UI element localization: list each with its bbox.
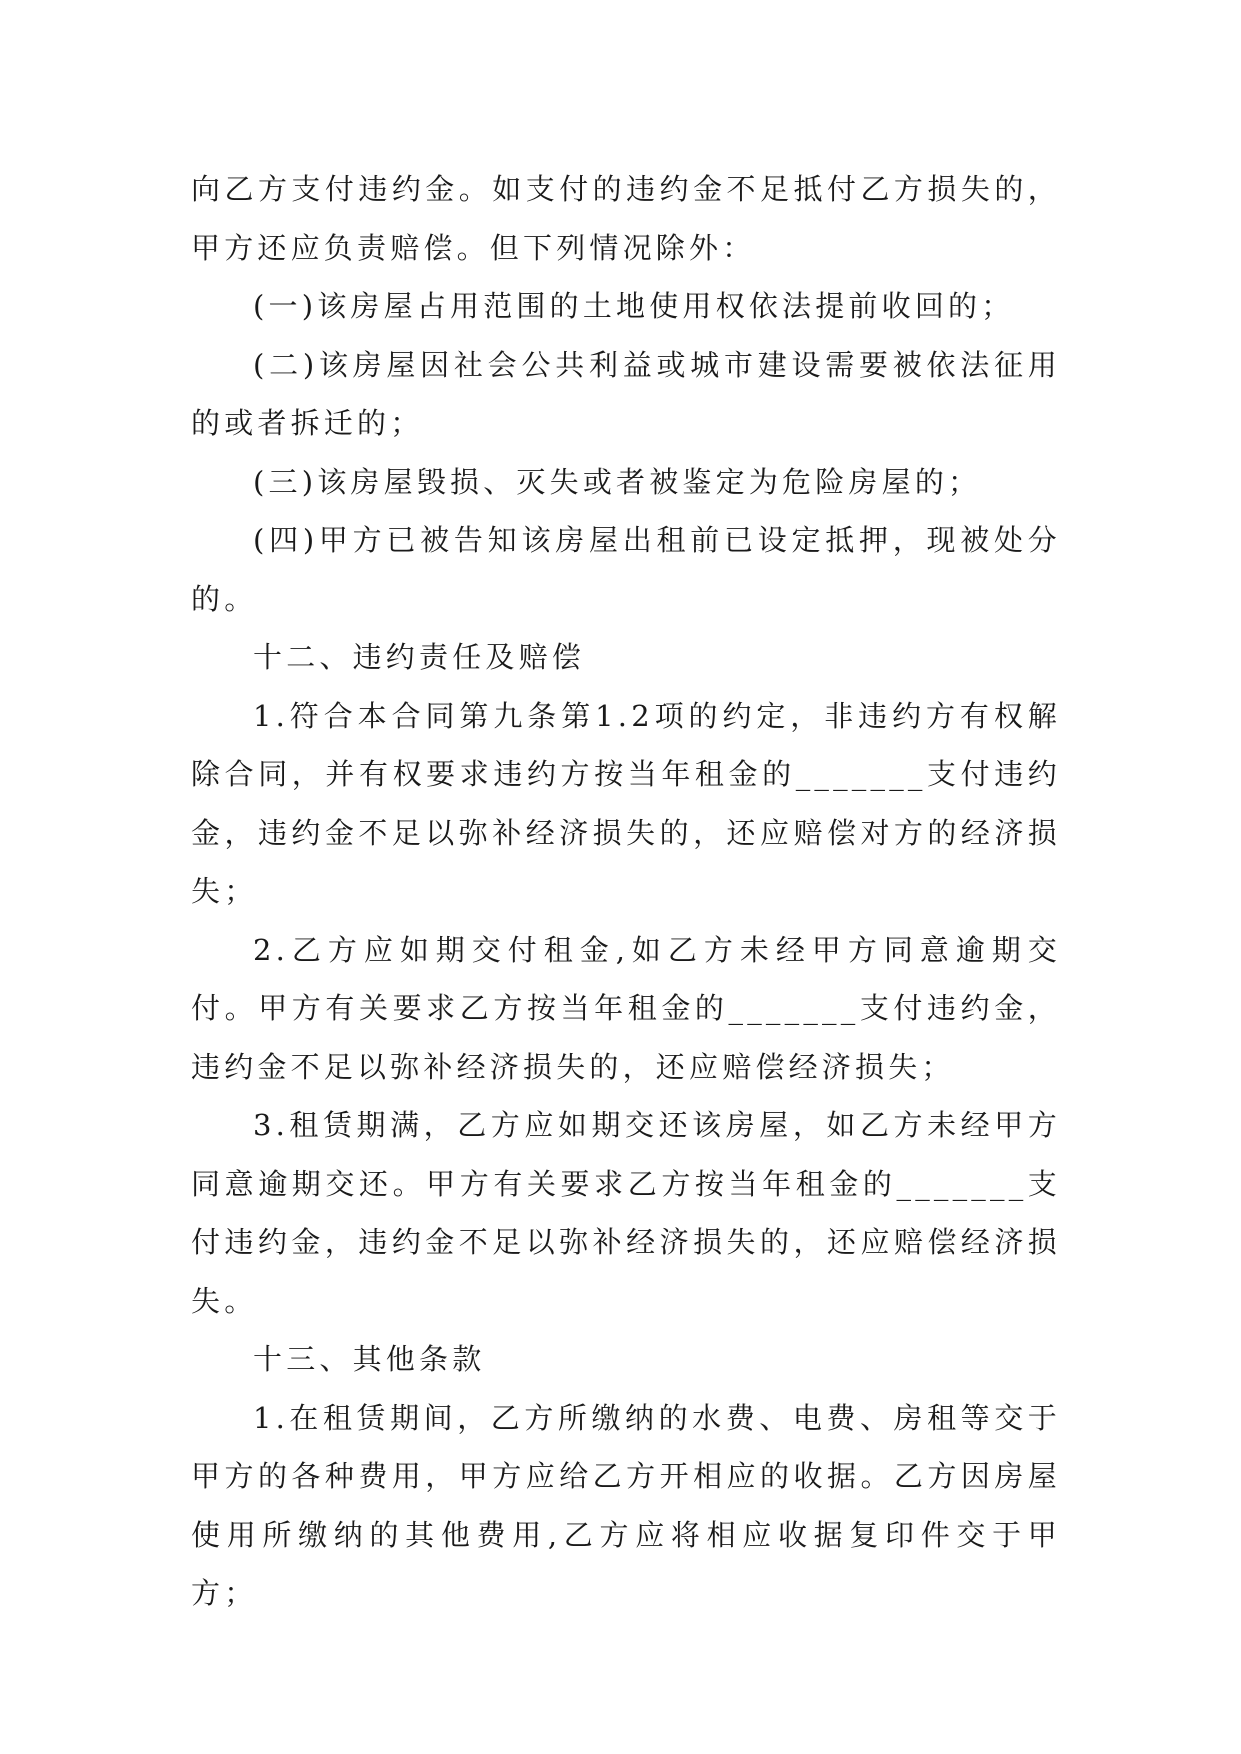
clause-12-2: 2.乙方应如期交付租金,如乙方未经甲方同意逾期交付。甲方有关要求乙方按当年租金的_______支付违约金，违约金不足以弥补经济损失的，还应赔偿经济损失；: [191, 932, 1061, 1084]
exception-item-2: (二)该房屋因社会公共利益或城市建设需要被依法征用的或者拆迁的；: [191, 347, 1061, 440]
paragraph-continuation: 向乙方支付违约金。如支付的违约金不足抵付乙方损失的，甲方还应负责赔偿。但下列情况除外：: [191, 172, 1061, 265]
exception-item-3: (三)该房屋毁损、灭失或者被鉴定为危险房屋的；: [253, 464, 982, 499]
exception-item-1: (一)该房屋占用范围的土地使用权依法提前收回的；: [253, 289, 1015, 323]
section-heading-13: 十三、其他条款: [253, 1342, 486, 1376]
document-body: [191, 160, 1061, 1623]
exception-item-4: (四)甲方已被告知该房屋出租前已设定抵押，现被处分的。: [191, 523, 1061, 616]
section-heading-12: 十二、违约责任及赔偿: [253, 640, 586, 674]
clause-12-3: 3.租赁期满，乙方应如期交还该房屋，如乙方未经甲方同意逾期交还。甲方有关要求乙方按当年租金的_______支付违约金，违约金不足以弥补经济损失的，还应赔偿经济损失。: [191, 1108, 1061, 1318]
clause-12-1: 1.符合本合同第九条第1.2项的约定，非违约方有权解除合同，并有权要求违约方按当年租金的_______支付违约金，违约金不足以弥补经济损失的，还应赔偿对方的经济损失；: [191, 698, 1061, 908]
clause-13-1: 1.在租赁期间，乙方所缴纳的水费、电费、房租等交于甲方的各种费用，甲方应给乙方开相应的收据。乙方因房屋使用所缴纳的其他费用,乙方应将相应收据复印件交于甲方；: [191, 1400, 1061, 1610]
